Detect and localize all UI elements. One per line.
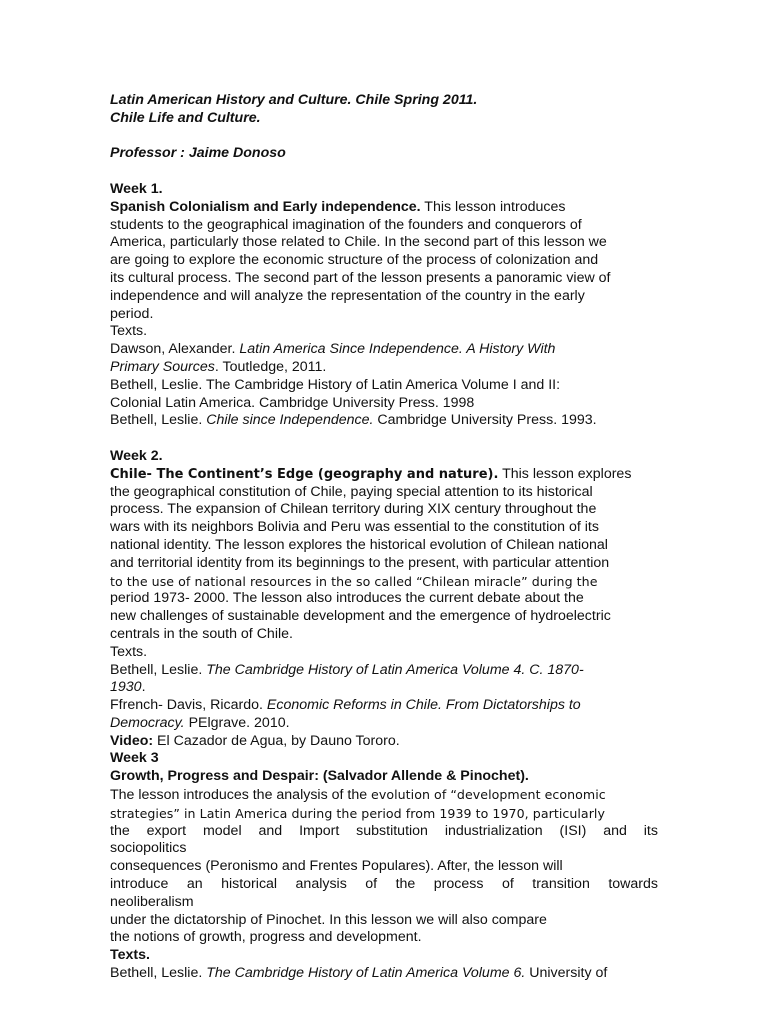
week2-heading: Week 2. <box>110 447 163 464</box>
word: an <box>186 876 203 893</box>
syllabus-content <box>110 92 658 983</box>
ref-publisher: PElgrave. 2010. <box>184 714 290 731</box>
week2-title: Chile- The Continent’s Edge (geography and nature). <box>110 466 499 482</box>
week1-intro <box>110 199 658 217</box>
week3-line: the notions of growth, progress and development. <box>110 929 422 946</box>
ref-title: Latin America Since Independence. A History With <box>239 341 556 358</box>
ref-publisher: Cambridge University Press. 1993. <box>373 412 597 429</box>
word: and <box>603 822 627 839</box>
week3-line <box>110 786 658 805</box>
week3-line: neoliberalism <box>110 893 194 910</box>
ref-title: Economic Reforms in Chile. From Dictatorships to <box>266 697 581 714</box>
word: towards <box>608 876 658 893</box>
word: process <box>433 876 484 893</box>
week3-justified-line <box>110 876 658 894</box>
word: of <box>365 876 378 893</box>
week2-line: centrals in the south of Chile. <box>110 625 293 642</box>
word: introduce <box>110 876 169 893</box>
course-title: Latin American History and Culture. Chile Spring 2011. <box>110 92 478 108</box>
week1-ref1-cont <box>110 359 658 377</box>
week2-ref1 <box>110 662 658 680</box>
ref-title: Primary Sources <box>110 358 215 375</box>
week3-line: sociopolitics <box>110 840 187 857</box>
word: Import <box>299 822 340 839</box>
word: historical <box>221 876 278 893</box>
word: the <box>395 876 416 893</box>
week3-ref1 <box>110 965 658 983</box>
ref-author: Dawson, Alexander. <box>110 341 240 358</box>
ref-publisher: . <box>141 679 146 696</box>
week2-line: the geographical constitution of Chile, paying special attention to its historical <box>110 483 593 500</box>
ref-publisher: . Toutledge, 2011. <box>214 358 327 375</box>
week2-line: and territorial identity from its beginnings to the present, with particular attention <box>110 554 610 571</box>
week2-line: to the use of national resources in the so called “Chilean miracle” during the <box>110 573 598 589</box>
week3-heading: Week 3 <box>110 750 159 767</box>
week1-line: America, particularly those related to Chile. In the second part of this lesson we <box>110 234 607 251</box>
week2-line: wars with its neighbors Bolivia and Peru was essential to the constitution of its <box>110 519 599 536</box>
week1-texts-label: Texts. <box>110 323 148 340</box>
week2-line: process. The expansion of Chilean territory during XIX century throughout the <box>110 501 597 518</box>
ref-title: Democracy. <box>110 714 185 731</box>
week3-line-part: evolution of “development economic <box>371 787 606 803</box>
ref-title: Chile since Independence. <box>206 412 374 429</box>
word: (ISI) <box>559 822 587 839</box>
week1-heading: Week 1. <box>110 180 163 197</box>
ref-publisher: University of <box>525 965 608 982</box>
week2-line: new challenges of sustainable development and the emergence of hydroelectric <box>110 608 611 625</box>
word: its <box>643 822 658 839</box>
week2-video <box>110 733 658 751</box>
week1-line: its cultural process. The second part of the lesson presents a panoramic view of <box>110 269 611 286</box>
ref-author: Bethell, Leslie. <box>110 412 207 429</box>
ref-title: The Cambridge History of Latin America Volume 6. <box>206 965 526 982</box>
week1-title: Spanish Colonialism and Early independence. <box>110 198 421 215</box>
week2-ref2-cont <box>110 715 658 733</box>
week1-line: period. <box>110 305 154 322</box>
week1-ref2-cont: Colonial Latin America. Cambridge University Press. 1998 <box>110 394 475 411</box>
word: the <box>110 822 130 839</box>
ref-title: The Cambridge History of Latin America Volume 4. C. 1870- <box>206 661 584 678</box>
word: industrialization <box>444 822 543 839</box>
week2-line: national identity. The lesson explores the historical evolution of Chilean national <box>110 536 608 553</box>
word: of <box>501 876 514 893</box>
week3-line: under the dictatorship of Pinochet. In this lesson we will also compare <box>110 911 547 928</box>
ref-author: Bethell, Leslie. <box>110 661 207 678</box>
word: analysis <box>295 876 347 893</box>
video-label: Video: <box>110 732 154 749</box>
week2-ref2 <box>110 697 658 715</box>
ref-title: 1930 <box>110 679 142 696</box>
week2-intro-rest: This lesson explores <box>498 465 632 482</box>
week3-texts-label: Texts. <box>110 947 150 964</box>
word: export <box>146 822 187 839</box>
ref-author: Ffrench- Davis, Ricardo. <box>110 697 267 714</box>
week1-ref3 <box>110 412 658 430</box>
video-title: El Cazador de Agua, by Dauno Tororo. <box>153 732 400 749</box>
professor-name: Professor : Jaime Donoso <box>110 145 286 162</box>
week2-texts-label: Texts. <box>110 643 148 660</box>
week1-line: are going to explore the economic structure of the process of colonization and <box>110 252 599 269</box>
week1-intro-rest: This lesson introduces <box>420 198 566 215</box>
week1-ref1 <box>110 341 658 359</box>
week3-line: strategies” in Latin America during the period from 1939 to 1970, particularly <box>110 805 605 821</box>
week3-title: Growth, Progress and Despair: (Salvador Allende & Pinochet). <box>110 768 529 785</box>
course-subtitle: Chile Life and Culture. <box>110 109 261 126</box>
week1-line: independence and will analyze the representation of the country in the early <box>110 287 585 304</box>
week3-justified-line <box>110 823 658 841</box>
word: model <box>202 822 242 839</box>
week2-line: period 1973- 2000. The lesson also introduces the current debate about the <box>110 590 584 607</box>
ref-author: Bethell, Leslie. <box>110 965 207 982</box>
word: and <box>258 822 283 839</box>
week2-ref1-cont <box>110 679 658 697</box>
week2-intro <box>110 466 658 484</box>
week1-ref2: Bethell, Leslie. The Cambridge History of Latin America Volume I and II: <box>110 376 561 393</box>
word: transition <box>532 876 590 893</box>
week3-line: consequences (Peronismo and Frentes Populares). After, the lesson will <box>110 858 563 875</box>
week1-line: students to the geographical imagination of the founders and conquerors of <box>110 216 582 233</box>
word: substitution <box>356 822 428 839</box>
week3-line-part: The lesson introduces the analysis of the <box>110 787 372 804</box>
